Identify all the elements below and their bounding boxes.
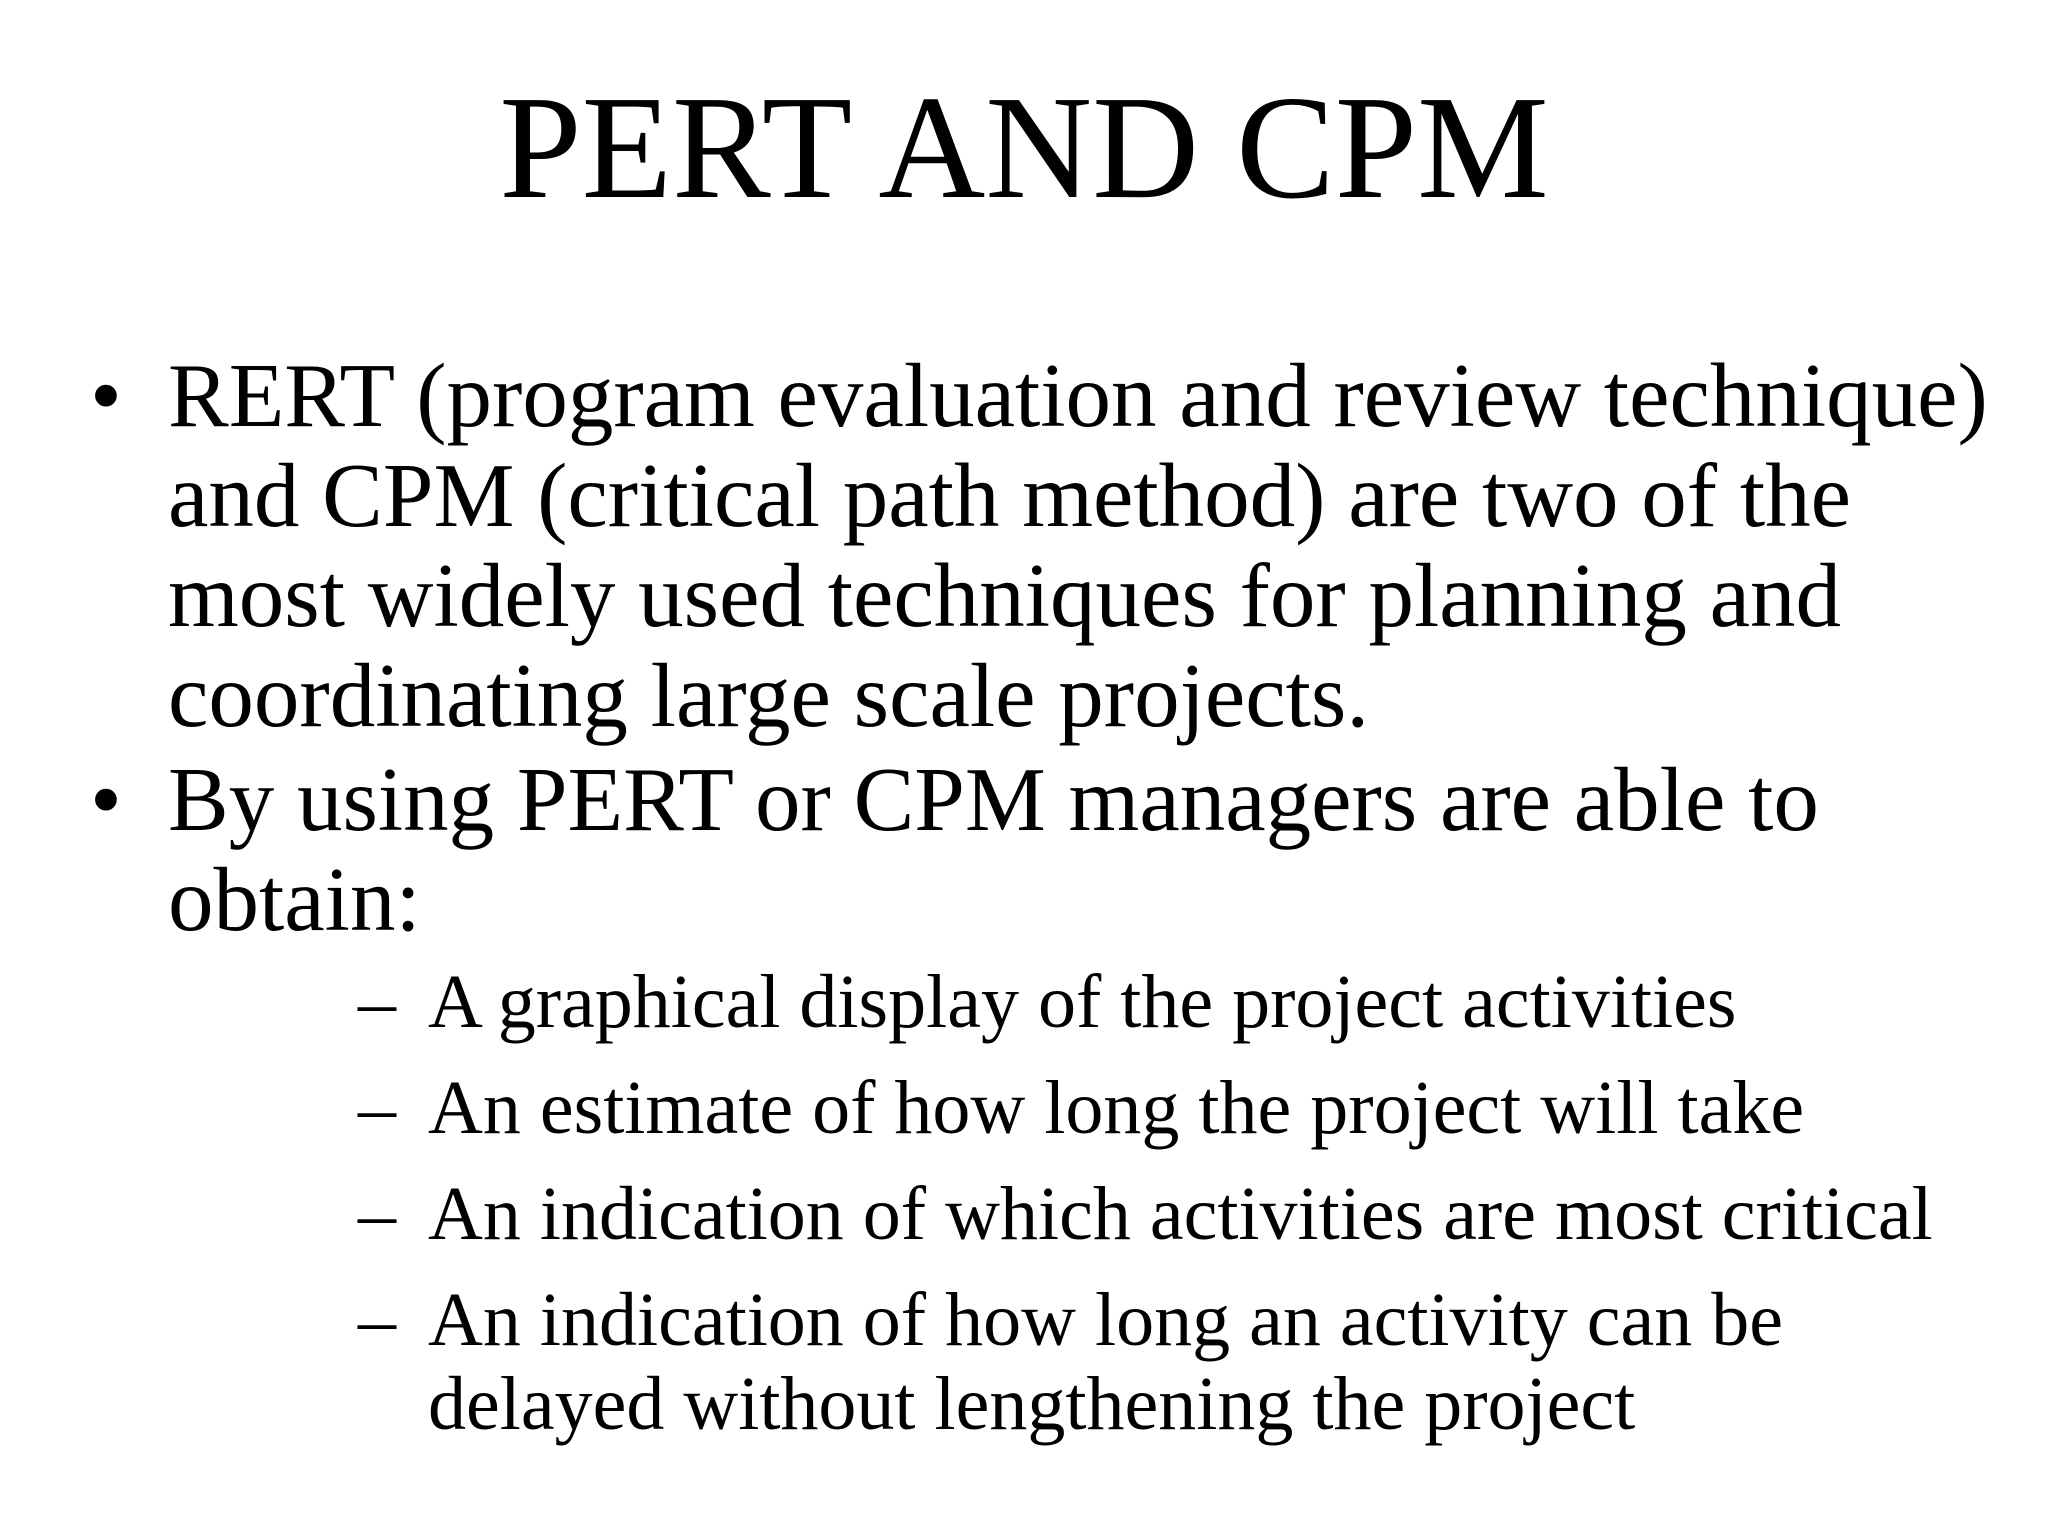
- sub-bullet-item: [168, 960, 1988, 1044]
- slide-title: PERT AND CPM: [499, 66, 1549, 230]
- bullet-text: By using PERT or CPM managers are able to obtain:: [168, 749, 1819, 950]
- bullet-dot-icon: •: [90, 345, 122, 446]
- sub-bullet-text: An indication of which activities are most critical: [428, 1172, 1933, 1256]
- sub-bullet-item: [168, 1172, 1988, 1256]
- bullet-item: [0, 346, 2048, 746]
- bullet-dot-icon: •: [90, 749, 122, 850]
- dash-icon: –: [358, 1066, 396, 1150]
- sub-bullet-text: An indication of how long an activity can be delayed without lengthening the project: [428, 1278, 1783, 1446]
- bullet-text: RERT (program evaluation and review technique) and CPM (critical path method) are two of the most widely used techniques for planning and coordinating large scale projects.: [168, 345, 1988, 746]
- sub-bullet-text: A graphical display of the project activities: [428, 960, 1737, 1044]
- dash-icon: –: [358, 960, 396, 1044]
- sub-bullet-text: An estimate of how long the project will take: [428, 1066, 1805, 1150]
- sub-bullet-list: [168, 960, 1988, 1446]
- bullet-item: [0, 750, 2048, 1446]
- dash-icon: –: [358, 1172, 396, 1256]
- sub-bullet-item: [168, 1066, 1988, 1150]
- sub-bullet-item: [168, 1278, 1988, 1446]
- dash-icon: –: [358, 1278, 396, 1362]
- bullet-list: [0, 346, 2048, 1468]
